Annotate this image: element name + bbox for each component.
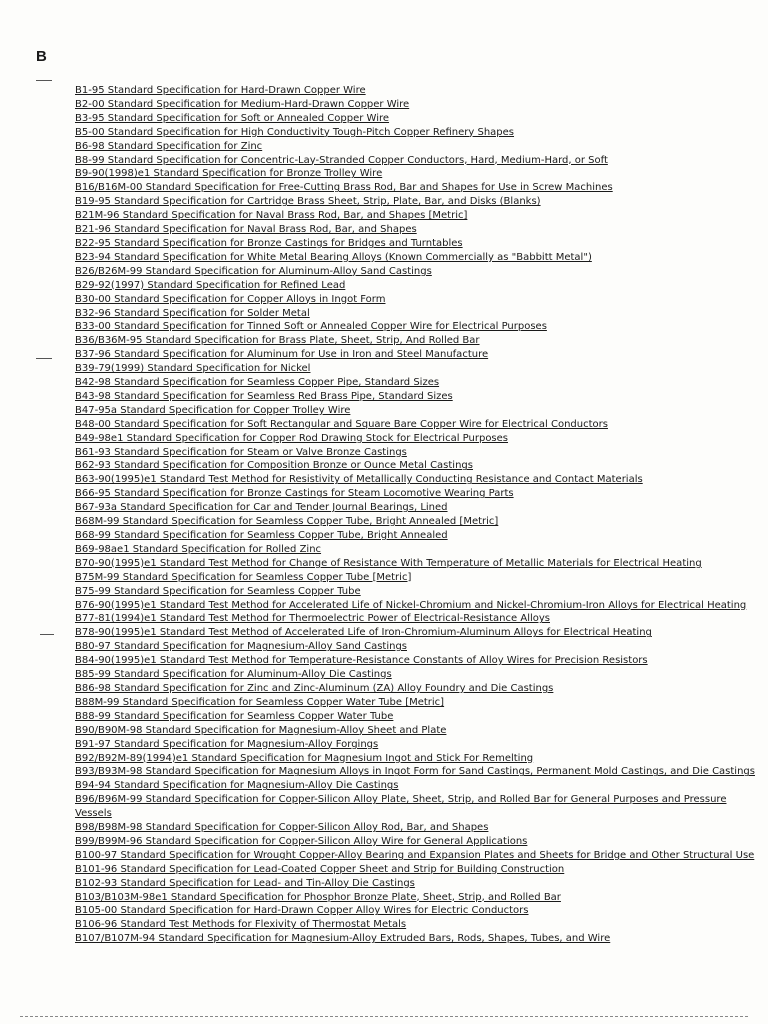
list-item [75, 473, 755, 487]
list-item [75, 765, 755, 779]
margin-mark [36, 80, 52, 81]
section-heading: B [36, 48, 47, 65]
list-item [75, 779, 755, 793]
list-item [75, 682, 755, 696]
list-item [75, 877, 755, 891]
specification-link[interactable]: B5-00 Standard Specification for High Conductivity Tough-Pitch Copper Refinery Shapes [75, 126, 515, 138]
list-item [75, 654, 755, 668]
specification-link[interactable]: B39-79(1999) Standard Specification for Nickel [75, 363, 311, 375]
specification-link[interactable]: B32-96 Standard Specification for Solder Metal [75, 307, 310, 319]
list-item [75, 320, 755, 334]
list-item [75, 571, 755, 585]
list-item [75, 126, 755, 140]
list-item [75, 334, 755, 348]
specification-link[interactable]: B96/B96M-99 Standard Specification for Copper-Silicon Alloy Plate, Sheet, Strip, and Rolled Bar for General Purposes and Pressure Vessels [75, 794, 727, 820]
specification-link[interactable]: B88-99 Standard Specification for Seamless Copper Water Tube [75, 710, 394, 722]
list-item [75, 167, 755, 181]
specification-link[interactable]: B101-96 Standard Specification for Lead-Coated Copper Sheet and Strip for Building Construction [75, 863, 565, 875]
list-item [75, 501, 755, 515]
specification-link[interactable]: B105-00 Standard Specification for Hard-Drawn Copper Alloy Wires for Electric Conductors [75, 905, 529, 917]
specification-link[interactable]: B77-81(1994)e1 Standard Test Method for Thermoelectric Power of Electrical-Resistance Alloys [75, 613, 550, 625]
list-item [75, 612, 755, 626]
specification-link[interactable]: B22-95 Standard Specification for Bronze Castings for Bridges and Turntables [75, 237, 463, 249]
specification-link[interactable]: B94-94 Standard Specification for Magnesium-Alloy Die Castings [75, 780, 399, 792]
specification-link[interactable]: B30-00 Standard Specification for Copper Alloys in Ingot Form [75, 293, 386, 305]
specification-link[interactable]: B107/B107M-94 Standard Specification for Magnesium-Alloy Extruded Bars, Rods, Shapes, Tubes, and Wire [75, 933, 611, 945]
specification-link[interactable]: B3-95 Standard Specification for Soft or Annealed Copper Wire [75, 112, 390, 124]
page-bottom-rule [20, 1016, 748, 1017]
list-item [75, 404, 755, 418]
specification-link[interactable]: B8-99 Standard Specification for Concentric-Lay-Stranded Copper Conductors, Hard, Medium-Hard, or Soft [75, 154, 608, 166]
list-item [75, 446, 755, 460]
specification-link[interactable]: B70-90(1995)e1 Standard Test Method for Change of Resistance With Temperature of Metallic Materials for Electrical Heating [75, 557, 702, 569]
list-item [75, 585, 755, 599]
list-item [75, 98, 755, 112]
list-item [75, 209, 755, 223]
list-item [75, 835, 755, 849]
list-item [75, 599, 755, 613]
specification-list [75, 84, 755, 946]
list-item [75, 668, 755, 682]
list-item [75, 279, 755, 293]
list-item [75, 891, 755, 905]
specification-link[interactable]: B106-96 Standard Test Methods for Flexivity of Thermostat Metals [75, 919, 407, 931]
specification-link[interactable]: B29-92(1997) Standard Specification for Refined Lead [75, 279, 346, 291]
list-item [75, 821, 755, 835]
list-item [75, 84, 755, 98]
specification-link[interactable]: B75M-99 Standard Specification for Seamless Copper Tube [Metric] [75, 571, 412, 583]
list-item [75, 223, 755, 237]
specification-link[interactable]: B61-93 Standard Specification for Steam or Valve Bronze Castings [75, 446, 407, 458]
list-item [75, 237, 755, 251]
list-item [75, 112, 755, 126]
list-item [75, 793, 755, 821]
list-item [75, 738, 755, 752]
list-item [75, 265, 755, 279]
specification-link[interactable]: B88M-99 Standard Specification for Seamless Copper Water Tube [Metric] [75, 696, 445, 708]
margin-mark [40, 634, 54, 635]
list-item [75, 904, 755, 918]
specification-link[interactable]: B19-95 Standard Specification for Cartridge Brass Sheet, Strip, Plate, Bar, and Disks (Blanks) [75, 196, 541, 208]
list-item [75, 251, 755, 265]
list-item [75, 752, 755, 766]
list-item [75, 640, 755, 654]
list-item [75, 696, 755, 710]
specification-link[interactable]: B37-96 Standard Specification for Aluminum for Use in Iron and Steel Manufacture [75, 349, 489, 361]
list-item [75, 348, 755, 362]
specification-link[interactable]: B80-97 Standard Specification for Magnesium-Alloy Sand Castings [75, 641, 407, 653]
list-item [75, 626, 755, 640]
specification-link[interactable]: B67-93a Standard Specification for Car and Tender Journal Bearings, Lined [75, 502, 448, 514]
specification-link[interactable]: B78-90(1995)e1 Standard Test Method of Accelerated Life of Iron-Chromium-Aluminum Alloys for Electrical Heating [75, 627, 652, 639]
specification-link[interactable]: B48-00 Standard Specification for Soft Rectangular and Square Bare Copper Wire for Electrical Conductors [75, 418, 608, 430]
list-item [75, 543, 755, 557]
list-item [75, 140, 755, 154]
specification-link[interactable]: B91-97 Standard Specification for Magnesium-Alloy Forgings [75, 738, 379, 750]
list-item [75, 557, 755, 571]
specification-link[interactable]: B23-94 Standard Specification for White Metal Bearing Alloys (Known Commercially as "Babbitt Metal") [75, 251, 592, 263]
list-item [75, 515, 755, 529]
specification-link[interactable]: B93/B93M-98 Standard Specification for Magnesium Alloys in Ingot Form for Sand Castings, Permanent Mold Castings, and Die Castings [75, 766, 755, 778]
specification-link[interactable]: B84-90(1995)e1 Standard Test Method for Temperature-Resistance Constants of Alloy Wires for Precision Resistors [75, 655, 648, 667]
specification-link[interactable]: B1-95 Standard Specification for Hard-Drawn Copper Wire [75, 85, 366, 96]
specification-link[interactable]: B76-90(1995)e1 Standard Test Method for Accelerated Life of Nickel-Chromium and Nickel-Chromium-Iron Alloys for Electrical Heating [75, 599, 747, 611]
specification-link[interactable]: B49-98e1 Standard Specification for Copper Rod Drawing Stock for Electrical Purposes [75, 432, 509, 444]
specification-link[interactable]: B100-97 Standard Specification for Wrought Copper-Alloy Bearing and Expansion Plates and Sheets for Bridge and Other Structural Use [75, 849, 755, 861]
specification-link[interactable]: B47-95a Standard Specification for Copper Trolley Wire [75, 404, 351, 416]
specification-link[interactable]: B75-99 Standard Specification for Seamless Copper Tube [75, 585, 361, 597]
specification-link[interactable]: B63-90(1995)e1 Standard Test Method for Resistivity of Metallically Conducting Resistance and Contact Materials [75, 474, 643, 486]
specification-link[interactable]: B68M-99 Standard Specification for Seamless Copper Tube, Bright Annealed [Metric] [75, 516, 499, 528]
specification-link[interactable]: B102-93 Standard Specification for Lead- and Tin-Alloy Die Castings [75, 877, 415, 889]
specification-link[interactable]: B26/B26M-99 Standard Specification for Aluminum-Alloy Sand Castings [75, 265, 432, 277]
list-item [75, 307, 755, 321]
list-item [75, 529, 755, 543]
list-item [75, 932, 755, 946]
specification-link[interactable]: B69-98ae1 Standard Specification for Rolled Zinc [75, 543, 322, 555]
specification-link[interactable]: B6-98 Standard Specification for Zinc [75, 140, 263, 152]
list-item [75, 710, 755, 724]
specification-link[interactable]: B42-98 Standard Specification for Seamless Copper Pipe, Standard Sizes [75, 377, 440, 389]
list-item [75, 459, 755, 473]
margin-mark [36, 358, 52, 359]
list-item [75, 376, 755, 390]
specification-link[interactable]: B98/B98M-98 Standard Specification for Copper-Silicon Alloy Rod, Bar, and Shapes [75, 822, 489, 834]
list-item [75, 724, 755, 738]
list-item [75, 418, 755, 432]
list-item [75, 863, 755, 877]
list-item [75, 154, 755, 168]
list-item [75, 487, 755, 501]
specification-link[interactable]: B99/B99M-96 Standard Specification for Copper-Silicon Alloy Wire for General Applications [75, 835, 528, 847]
specification-link[interactable]: B68-99 Standard Specification for Seamless Copper Tube, Bright Annealed [75, 530, 448, 541]
specification-link[interactable]: B92/B92M-89(1994)e1 Standard Specification for Magnesium Ingot and Stick For Remelting [75, 752, 534, 764]
specification-link[interactable]: B21M-96 Standard Specification for Naval Brass Rod, Bar, and Shapes [Metric] [75, 210, 468, 222]
specification-link[interactable]: B103/B103M-98e1 Standard Specification for Phosphor Bronze Plate, Sheet, Strip, and Rolled Bar [75, 891, 561, 903]
list-item [75, 918, 755, 932]
list-item [75, 849, 755, 863]
specification-link[interactable]: B62-93 Standard Specification for Composition Bronze or Ounce Metal Castings [75, 460, 473, 472]
specification-link[interactable]: B85-99 Standard Specification for Aluminum-Alloy Die Castings [75, 669, 392, 681]
specification-link[interactable]: B86-98 Standard Specification for Zinc and Zinc-Aluminum (ZA) Alloy Foundry and Die Castings [75, 682, 554, 694]
specification-link[interactable]: B16/B16M-00 Standard Specification for Free-Cutting Brass Rod, Bar and Shapes for Use in Screw Machines [75, 182, 613, 194]
specification-link[interactable]: B90/B90M-98 Standard Specification for Magnesium-Alloy Sheet and Plate [75, 724, 447, 736]
list-item [75, 390, 755, 404]
specification-link[interactable]: B21-96 Standard Specification for Naval Brass Rod, Bar, and Shapes [75, 224, 417, 236]
list-item [75, 195, 755, 209]
list-item [75, 362, 755, 376]
specification-link[interactable]: B33-00 Standard Specification for Tinned Soft or Annealed Copper Wire for Electrical Purposes [75, 321, 547, 333]
specification-link[interactable]: B2-00 Standard Specification for Medium-Hard-Drawn Copper Wire [75, 98, 410, 110]
list-item [75, 181, 755, 195]
list-item [75, 293, 755, 307]
specification-link[interactable]: B43-98 Standard Specification for Seamless Red Brass Pipe, Standard Sizes [75, 390, 453, 402]
specification-link[interactable]: B66-95 Standard Specification for Bronze Castings for Steam Locomotive Wearing Parts [75, 488, 514, 500]
specification-link[interactable]: B36/B36M-95 Standard Specification for Brass Plate, Sheet, Strip, And Rolled Bar [75, 335, 480, 347]
specification-link[interactable]: B9-90(1998)e1 Standard Specification for Bronze Trolley Wire [75, 168, 383, 180]
list-item [75, 432, 755, 446]
